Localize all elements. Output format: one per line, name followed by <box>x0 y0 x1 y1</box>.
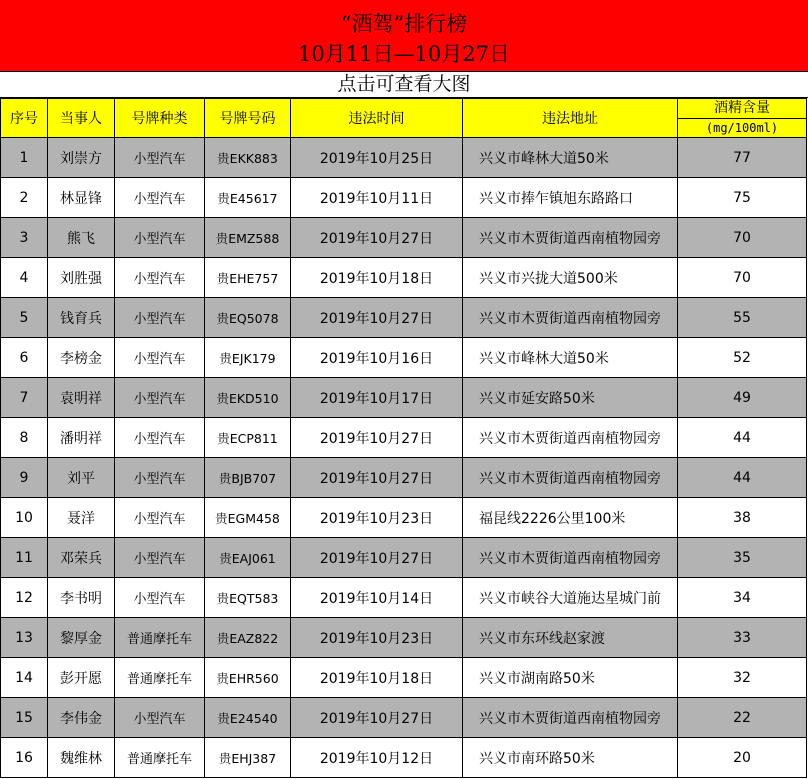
cell-address: 兴义市湖南路50米 <box>463 658 678 698</box>
cell-alcohol: 38 <box>678 498 807 538</box>
cell-vehicle-type: 小型汽车 <box>115 538 205 578</box>
cell-name: 袁明祥 <box>48 378 115 418</box>
cell-plate: 贵E45617 <box>205 178 291 218</box>
cell-name: 熊飞 <box>48 218 115 258</box>
table-row <box>1 458 807 498</box>
cell-seq: 12 <box>1 578 48 618</box>
cell-address: 兴义市延安路50米 <box>463 378 678 418</box>
cell-alcohol: 22 <box>678 698 807 738</box>
table-row <box>1 658 807 698</box>
cell-vehicle-type: 小型汽车 <box>115 178 205 218</box>
cell-seq: 5 <box>1 298 48 338</box>
cell-seq: 6 <box>1 338 48 378</box>
cell-seq: 1 <box>1 138 48 178</box>
cell-vehicle-type: 小型汽车 <box>115 578 205 618</box>
cell-address: 兴义市兴拢大道500米 <box>463 258 678 298</box>
cell-vehicle-type: 小型汽车 <box>115 698 205 738</box>
cell-plate: 贵E24540 <box>205 698 291 738</box>
col-header-alcohol-label: 酒精含量 <box>678 99 806 119</box>
cell-seq: 8 <box>1 418 48 458</box>
table-row <box>1 338 807 378</box>
cell-alcohol: 32 <box>678 658 807 698</box>
cell-address: 兴义市木贾街道西南植物园旁 <box>463 218 678 258</box>
cell-alcohol: 77 <box>678 138 807 178</box>
cell-address: 兴义市木贾街道西南植物园旁 <box>463 538 678 578</box>
cell-time: 2019年10月25日 <box>291 138 463 178</box>
cell-time: 2019年10月27日 <box>291 458 463 498</box>
cell-vehicle-type: 小型汽车 <box>115 218 205 258</box>
table-row <box>1 538 807 578</box>
cell-name: 刘胜强 <box>48 258 115 298</box>
cell-name: 魏维林 <box>48 738 115 778</box>
cell-alcohol: 49 <box>678 378 807 418</box>
cell-name: 李伟金 <box>48 698 115 738</box>
cell-plate: 贵EAZ822 <box>205 618 291 658</box>
cell-alcohol: 35 <box>678 538 807 578</box>
cell-vehicle-type: 小型汽车 <box>115 298 205 338</box>
table-row <box>1 618 807 658</box>
cell-plate: 贵EHR560 <box>205 658 291 698</box>
cell-seq: 7 <box>1 378 48 418</box>
page-title: “酒驾”排行榜 <box>340 12 468 36</box>
cell-plate: 贵EMZ588 <box>205 218 291 258</box>
table-row <box>1 578 807 618</box>
col-header-address: 违法地址 <box>463 99 678 138</box>
table-row <box>1 738 807 778</box>
cell-name: 刘平 <box>48 458 115 498</box>
view-large-image-link[interactable]: 点击可查看大图 <box>0 72 808 98</box>
cell-plate: 贵EQT583 <box>205 578 291 618</box>
cell-plate: 贵EKK883 <box>205 138 291 178</box>
date-range: 10月11日—10月27日 <box>298 42 510 66</box>
cell-time: 2019年10月14日 <box>291 578 463 618</box>
cell-plate: 贵EGM458 <box>205 498 291 538</box>
cell-time: 2019年10月11日 <box>291 178 463 218</box>
cell-seq: 13 <box>1 618 48 658</box>
cell-address: 兴义市木贾街道西南植物园旁 <box>463 458 678 498</box>
cell-vehicle-type: 小型汽车 <box>115 378 205 418</box>
cell-time: 2019年10月27日 <box>291 538 463 578</box>
cell-name: 李榜金 <box>48 338 115 378</box>
cell-vehicle-type: 小型汽车 <box>115 458 205 498</box>
cell-alcohol: 70 <box>678 258 807 298</box>
col-header-plate: 号牌号码 <box>205 99 291 138</box>
cell-address: 兴义市南环路50米 <box>463 738 678 778</box>
title-banner <box>0 0 808 72</box>
cell-name: 聂洋 <box>48 498 115 538</box>
cell-name: 邓荣兵 <box>48 538 115 578</box>
cell-name: 刘崇方 <box>48 138 115 178</box>
cell-time: 2019年10月18日 <box>291 258 463 298</box>
table-row <box>1 418 807 458</box>
cell-alcohol: 33 <box>678 618 807 658</box>
cell-time: 2019年10月23日 <box>291 498 463 538</box>
col-header-name: 当事人 <box>48 99 115 138</box>
cell-time: 2019年10月17日 <box>291 378 463 418</box>
cell-vehicle-type: 普通摩托车 <box>115 658 205 698</box>
cell-seq: 11 <box>1 538 48 578</box>
cell-seq: 10 <box>1 498 48 538</box>
table-row <box>1 298 807 338</box>
cell-name: 李书明 <box>48 578 115 618</box>
cell-plate: 贵EHE757 <box>205 258 291 298</box>
cell-vehicle-type: 小型汽车 <box>115 138 205 178</box>
cell-alcohol: 44 <box>678 458 807 498</box>
cell-plate: 贵EHJ387 <box>205 738 291 778</box>
col-header-vehicle-type: 号牌种类 <box>115 99 205 138</box>
cell-seq: 14 <box>1 658 48 698</box>
table-row <box>1 178 807 218</box>
cell-time: 2019年10月27日 <box>291 698 463 738</box>
cell-alcohol: 52 <box>678 338 807 378</box>
cell-time: 2019年10月27日 <box>291 418 463 458</box>
cell-name: 林显锋 <box>48 178 115 218</box>
col-header-alcohol <box>678 99 807 138</box>
cell-address: 福昆线2226公里100米 <box>463 498 678 538</box>
cell-time: 2019年10月23日 <box>291 618 463 658</box>
cell-seq: 4 <box>1 258 48 298</box>
cell-vehicle-type: 普通摩托车 <box>115 738 205 778</box>
drunk-driving-table <box>0 98 807 778</box>
cell-address: 兴义市木贾街道西南植物园旁 <box>463 298 678 338</box>
table-row <box>1 218 807 258</box>
cell-address: 兴义市捧乍镇旭东路路口 <box>463 178 678 218</box>
table-row <box>1 498 807 538</box>
cell-address: 兴义市峰林大道50米 <box>463 138 678 178</box>
cell-alcohol: 70 <box>678 218 807 258</box>
cell-seq: 9 <box>1 458 48 498</box>
cell-time: 2019年10月16日 <box>291 338 463 378</box>
cell-alcohol: 75 <box>678 178 807 218</box>
cell-address: 兴义市峰林大道50米 <box>463 338 678 378</box>
cell-seq: 3 <box>1 218 48 258</box>
cell-name: 黎厚金 <box>48 618 115 658</box>
cell-vehicle-type: 小型汽车 <box>115 418 205 458</box>
cell-name: 钱育兵 <box>48 298 115 338</box>
cell-vehicle-type: 普通摩托车 <box>115 618 205 658</box>
cell-vehicle-type: 小型汽车 <box>115 338 205 378</box>
table-row <box>1 378 807 418</box>
cell-plate: 贵ECP811 <box>205 418 291 458</box>
cell-time: 2019年10月18日 <box>291 658 463 698</box>
cell-plate: 贵EKD510 <box>205 378 291 418</box>
table-row <box>1 258 807 298</box>
cell-seq: 16 <box>1 738 48 778</box>
col-header-alcohol-unit: (mg/100ml) <box>705 121 779 135</box>
col-header-seq: 序号 <box>1 99 48 138</box>
table-row <box>1 138 807 178</box>
cell-plate: 贵EAJ061 <box>205 538 291 578</box>
cell-name: 彭开愿 <box>48 658 115 698</box>
cell-name: 潘明祥 <box>48 418 115 458</box>
cell-alcohol: 55 <box>678 298 807 338</box>
cell-plate: 贵EQ5078 <box>205 298 291 338</box>
cell-seq: 15 <box>1 698 48 738</box>
cell-address: 兴义市木贾街道西南植物园旁 <box>463 418 678 458</box>
table-body <box>1 138 807 778</box>
cell-plate: 贵EJK179 <box>205 338 291 378</box>
cell-alcohol: 20 <box>678 738 807 778</box>
cell-time: 2019年10月12日 <box>291 738 463 778</box>
cell-alcohol: 44 <box>678 418 807 458</box>
cell-time: 2019年10月27日 <box>291 298 463 338</box>
cell-address: 兴义市峡谷大道施达星城门前 <box>463 578 678 618</box>
cell-vehicle-type: 小型汽车 <box>115 498 205 538</box>
cell-address: 兴义市东环线赵家渡 <box>463 618 678 658</box>
cell-seq: 2 <box>1 178 48 218</box>
cell-address: 兴义市木贾街道西南植物园旁 <box>463 698 678 738</box>
cell-time: 2019年10月27日 <box>291 218 463 258</box>
cell-alcohol: 34 <box>678 578 807 618</box>
cell-vehicle-type: 小型汽车 <box>115 258 205 298</box>
cell-plate: 贵BJB707 <box>205 458 291 498</box>
table-row <box>1 698 807 738</box>
col-header-time: 违法时间 <box>291 99 463 138</box>
table-header-row <box>1 99 807 138</box>
